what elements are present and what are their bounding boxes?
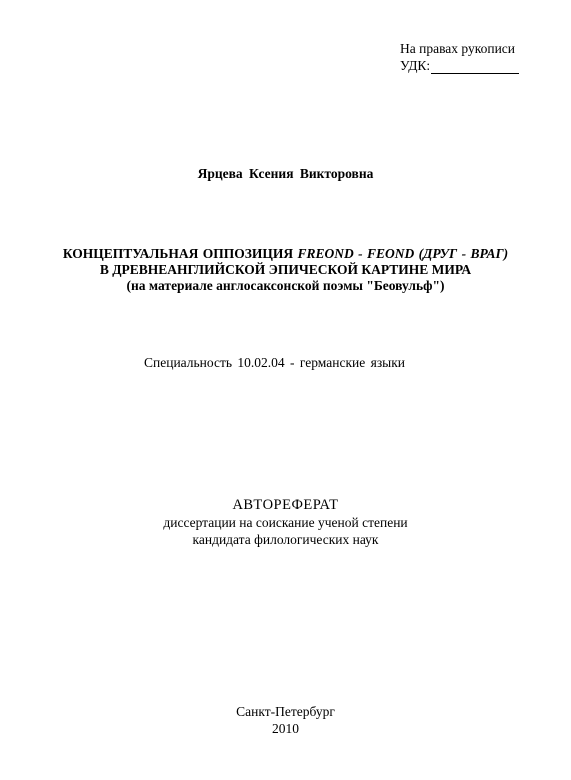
abstract-block <box>0 497 571 548</box>
udk-blank-field <box>431 60 519 74</box>
title-line-1-italic: FREOND - FEOND (ДРУГ - ВРАГ) <box>297 246 509 261</box>
abstract-line-1: диссертации на соискание ученой степени <box>163 515 408 530</box>
title-line-3: (на материале англосаксонской поэмы "Беовульф") <box>126 278 445 293</box>
publication-footer <box>0 703 571 737</box>
rights-notice <box>400 40 519 74</box>
udk-line <box>400 57 519 74</box>
rights-note-text: На правах рукописи <box>400 41 516 56</box>
title-line-1-prefix: КОНЦЕПТУАЛЬНАЯ ОППОЗИЦИЯ <box>62 246 298 261</box>
city: Санкт-Петербург <box>236 704 335 719</box>
title-line-2: В ДРЕВНЕАНГЛИЙСКОЙ ЭПИЧЕСКОЙ КАРТИНЕ МИРА <box>99 262 472 277</box>
dissertation-title <box>0 246 571 294</box>
udk-label: УДК: <box>400 58 431 73</box>
title-line-1 <box>0 246 571 262</box>
author-name: Ярцева Ксения Викторовна <box>197 166 374 181</box>
year: 2010 <box>272 721 299 736</box>
specialty-line: Специальность 10.02.04 - германские языки <box>144 355 406 370</box>
abstract-heading: АВТОРЕФЕРАТ <box>232 497 339 513</box>
abstract-line-2: кандидата филологических наук <box>192 532 379 547</box>
